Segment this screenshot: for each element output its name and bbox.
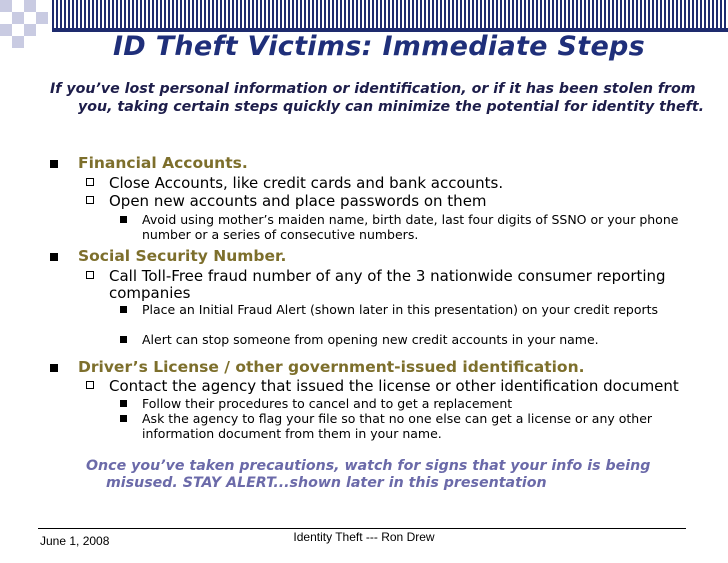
section-heading: Financial Accounts. [78, 154, 248, 172]
sub-list-item-text: Avoid using mother’s maiden name, birth date, last four digits of SSNO or your phone number or a series of consecutive numbers. [142, 212, 679, 242]
list-item-text: Close Accounts, like credit cards and bank accounts. [109, 174, 504, 192]
footer-divider [38, 528, 686, 529]
square-bullet-icon [50, 160, 58, 168]
list-item-text: Call Toll-Free fraud number of any of the 3 nationwide consumer reporting companies [109, 267, 666, 302]
square-bullet-icon [120, 216, 127, 223]
square-bullet-icon [120, 306, 127, 313]
list-item-text: Open new accounts and place passwords on them [109, 192, 487, 210]
square-bullet-icon [50, 253, 58, 261]
hollow-square-bullet-icon [86, 178, 94, 186]
header-stripe-bar [52, 0, 728, 32]
sub-list-item-text: Place an Initial Fraud Alert (shown later in this presentation) on your credit reports [142, 302, 659, 317]
footer-date: June 1, 2008 [40, 534, 110, 548]
sub-list-item-text: Ask the agency to flag your file so that no one else can get a license or any other information document from them in your name. [142, 411, 653, 441]
hollow-square-bullet-icon [86, 271, 94, 279]
closing-note: Once you’ve taken precautions, watch for signs that your info is being misused. STAY ALERT...shown later in this presentation [86, 458, 651, 491]
section-heading: Social Security Number. [78, 247, 287, 265]
square-bullet-icon [120, 336, 127, 343]
hollow-square-bullet-icon [86, 196, 94, 204]
slide-title: ID Theft Victims: Immediate Steps [112, 31, 646, 62]
square-bullet-icon [120, 400, 127, 407]
sub-list-item-text: Alert can stop someone from opening new credit accounts in your name. [142, 332, 599, 347]
square-bullet-icon [120, 415, 127, 422]
list-item-text: Contact the agency that issued the license or other identification document [109, 377, 679, 395]
square-bullet-icon [50, 364, 58, 372]
sub-list-item-text: Follow their procedures to cancel and to get a replacement [142, 396, 513, 411]
intro-paragraph: If you’ve lost personal information or identification, or if it has been stolen from you, taking certain steps quickly can minimize the potential for identity theft. [50, 81, 704, 115]
section-heading: Driver’s License / other government-issued identification. [78, 358, 585, 376]
hollow-square-bullet-icon [86, 381, 94, 389]
footer-caption: Identity Theft --- Ron Drew [293, 530, 435, 544]
